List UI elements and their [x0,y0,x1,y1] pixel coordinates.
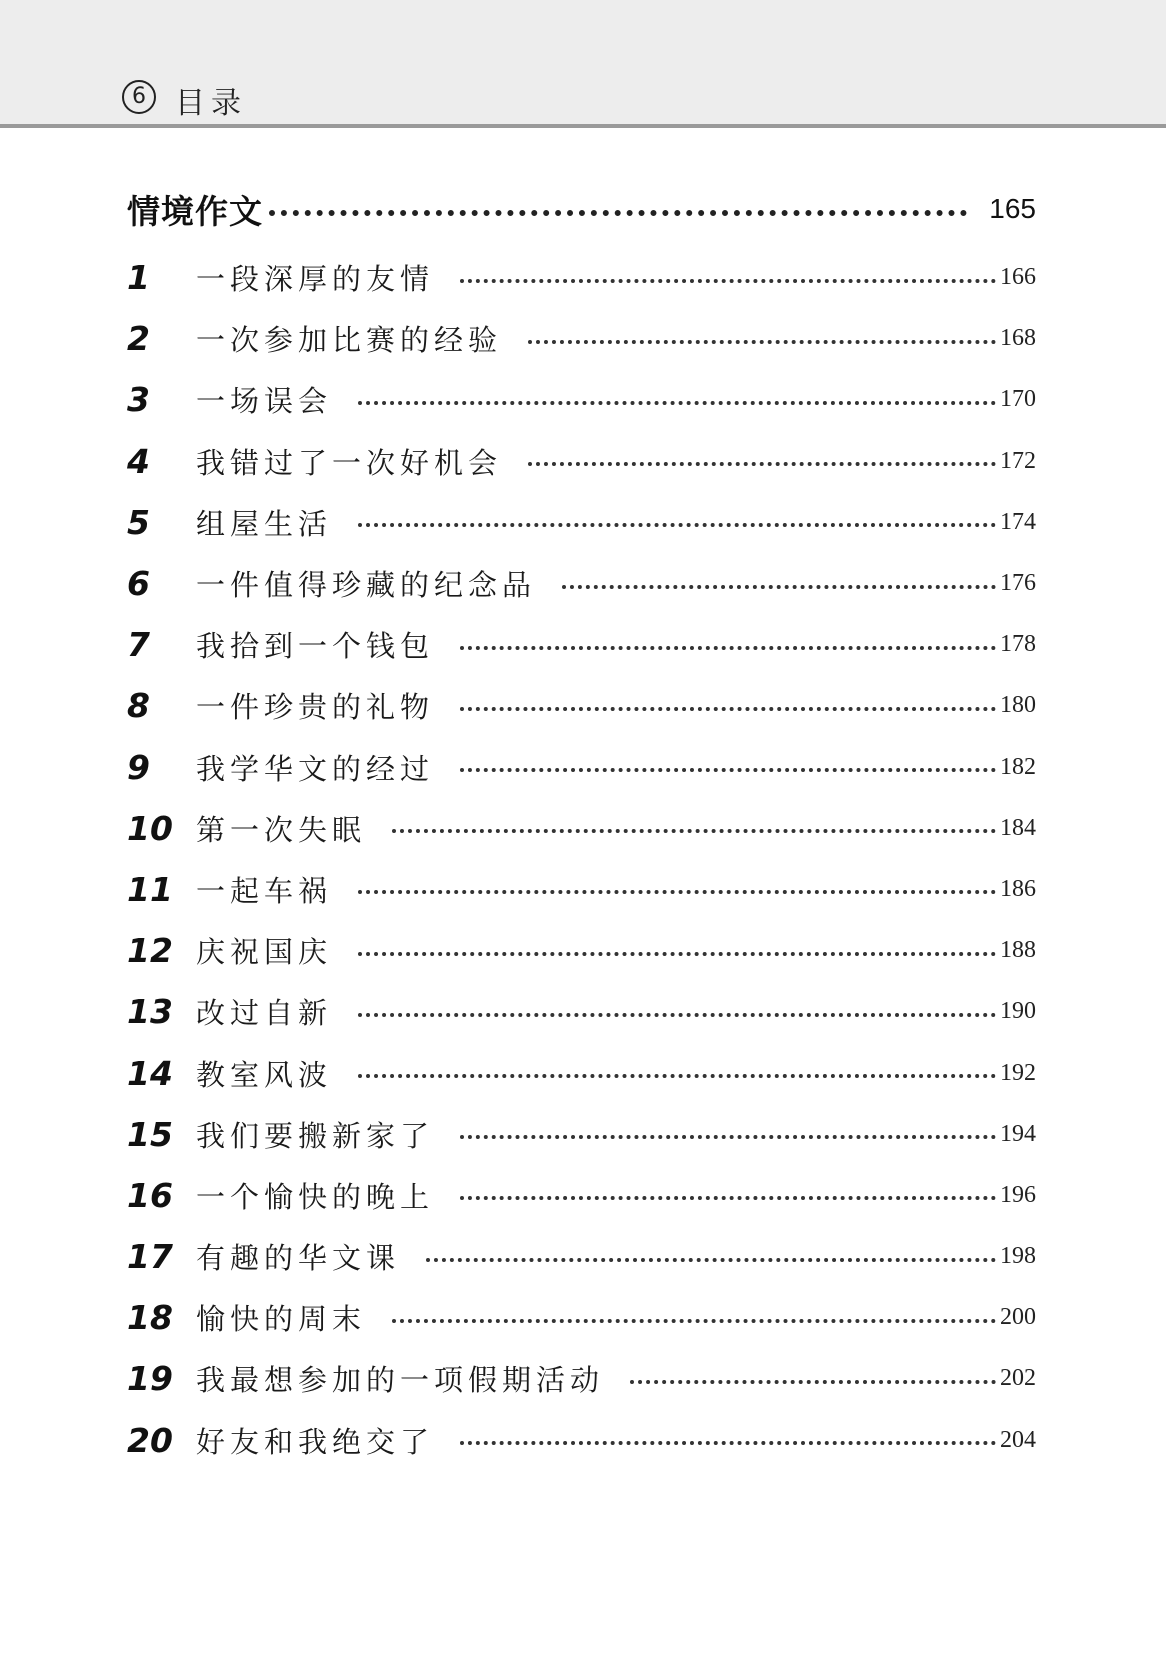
entry-title: 愉快的周末 [196,1302,367,1337]
dot-leader [460,1135,996,1139]
toc-entry[interactable] [127,247,1036,308]
entry-number: 14 [127,1053,173,1093]
entry-number: 13 [127,992,173,1032]
toc-list [127,247,1036,1471]
toc-entry[interactable] [127,1226,1036,1287]
entry-title: 我错过了一次好机会 [196,445,503,480]
toc-entry[interactable] [127,1042,1036,1103]
toc-entry[interactable] [127,431,1036,492]
dot-leader [460,768,996,772]
entry-page-number: 180 [1000,692,1036,719]
entry-page-number: 170 [1000,386,1036,413]
entry-page-number: 168 [1000,325,1036,352]
entry-number: 16 [127,1175,173,1215]
entry-number: 8 [127,686,150,726]
entry-title: 我们要搬新家了 [196,1118,435,1153]
entry-number: 19 [127,1359,173,1399]
entry-title: 我拾到一个钱包 [196,629,435,664]
entry-page-number: 202 [1000,1365,1036,1392]
entry-number: 15 [127,1114,173,1154]
toc-entry[interactable] [127,369,1036,430]
entry-number: 7 [127,625,150,665]
entry-title: 第一次失眠 [196,812,367,847]
entry-number: 20 [127,1420,173,1460]
entry-page-number: 166 [1000,264,1036,291]
entry-title: 我最想参加的一项假期活动 [196,1363,605,1398]
entry-page-number: 174 [1000,508,1036,535]
entry-page-number: 182 [1000,753,1036,780]
page-header [0,0,1166,128]
toc-entry[interactable] [127,920,1036,981]
dot-leader [562,585,996,589]
entry-title: 教室风波 [196,1057,333,1092]
entry-page-number: 176 [1000,570,1036,597]
entry-title: 一件值得珍藏的纪念品 [196,568,537,603]
toc-entry[interactable] [127,675,1036,736]
entry-number: 11 [127,869,173,909]
entry-page-number: 194 [1000,1120,1036,1147]
header-title: 目录 [175,86,247,121]
dot-leader [358,523,996,527]
entry-title: 一次参加比赛的经验 [196,323,503,358]
dot-leader [528,462,996,466]
page-number-badge: 6 [122,80,156,114]
toc-entry[interactable] [127,981,1036,1042]
toc-section-heading[interactable] [127,182,1036,236]
entry-title: 我学华文的经过 [196,751,435,786]
entry-number: 4 [127,441,150,481]
dot-leader [269,210,967,216]
dot-leader [392,829,996,833]
toc-entry[interactable] [127,1348,1036,1409]
entry-number: 5 [127,502,150,542]
entry-title: 组屋生活 [196,506,333,541]
dot-leader [460,707,996,711]
toc-entry[interactable] [127,614,1036,675]
toc-entry[interactable] [127,1287,1036,1348]
entry-number: 9 [127,747,150,787]
entry-number: 6 [127,564,150,604]
dot-leader [358,401,996,405]
entry-page-number: 184 [1000,814,1036,841]
dot-leader [392,1319,996,1323]
entry-page-number: 172 [1000,447,1036,474]
toc-entry[interactable] [127,798,1036,859]
toc-entry[interactable] [127,1165,1036,1226]
section-page-number: 165 [989,193,1036,224]
entry-page-number: 186 [1000,875,1036,902]
dot-leader [358,1074,996,1078]
entry-title: 庆祝国庆 [196,935,333,970]
entry-title: 一个愉快的晚上 [196,1179,435,1214]
entry-number: 17 [127,1237,173,1277]
entry-title: 改过自新 [196,996,333,1031]
toc-entry[interactable] [127,308,1036,369]
entry-title: 有趣的华文课 [196,1241,401,1276]
entry-number: 12 [127,931,173,971]
dot-leader [426,1258,996,1262]
dot-leader [358,1013,996,1017]
entry-page-number: 178 [1000,631,1036,658]
dot-leader [460,1441,996,1445]
entry-page-number: 188 [1000,937,1036,964]
entry-title: 一段深厚的友情 [196,262,435,297]
toc-entry[interactable] [127,737,1036,798]
entry-title: 一起车祸 [196,873,333,908]
entry-page-number: 204 [1000,1426,1036,1453]
entry-page-number: 196 [1000,1181,1036,1208]
toc-entry[interactable] [127,1104,1036,1165]
dot-leader [358,890,996,894]
toc-entry[interactable] [127,553,1036,614]
dot-leader [630,1380,996,1384]
toc-entry[interactable] [127,492,1036,553]
dot-leader [358,952,996,956]
entry-page-number: 192 [1000,1059,1036,1086]
entry-page-number: 200 [1000,1304,1036,1331]
toc-entry[interactable] [127,859,1036,920]
dot-leader [460,646,996,650]
entry-number: 10 [127,808,173,848]
dot-leader [460,1196,996,1200]
entry-number: 1 [127,258,150,298]
entry-title: 好友和我绝交了 [196,1424,435,1459]
entry-title: 一件珍贵的礼物 [196,690,435,725]
entry-page-number: 198 [1000,1243,1036,1270]
entry-title: 一场误会 [196,384,333,419]
toc-entry[interactable] [127,1410,1036,1471]
dot-leader [460,279,996,283]
dot-leader [528,340,996,344]
entry-number: 3 [127,380,150,420]
entry-number: 2 [127,319,150,359]
section-title: 情境作文 [127,191,263,231]
entry-number: 18 [127,1298,173,1338]
entry-page-number: 190 [1000,998,1036,1025]
